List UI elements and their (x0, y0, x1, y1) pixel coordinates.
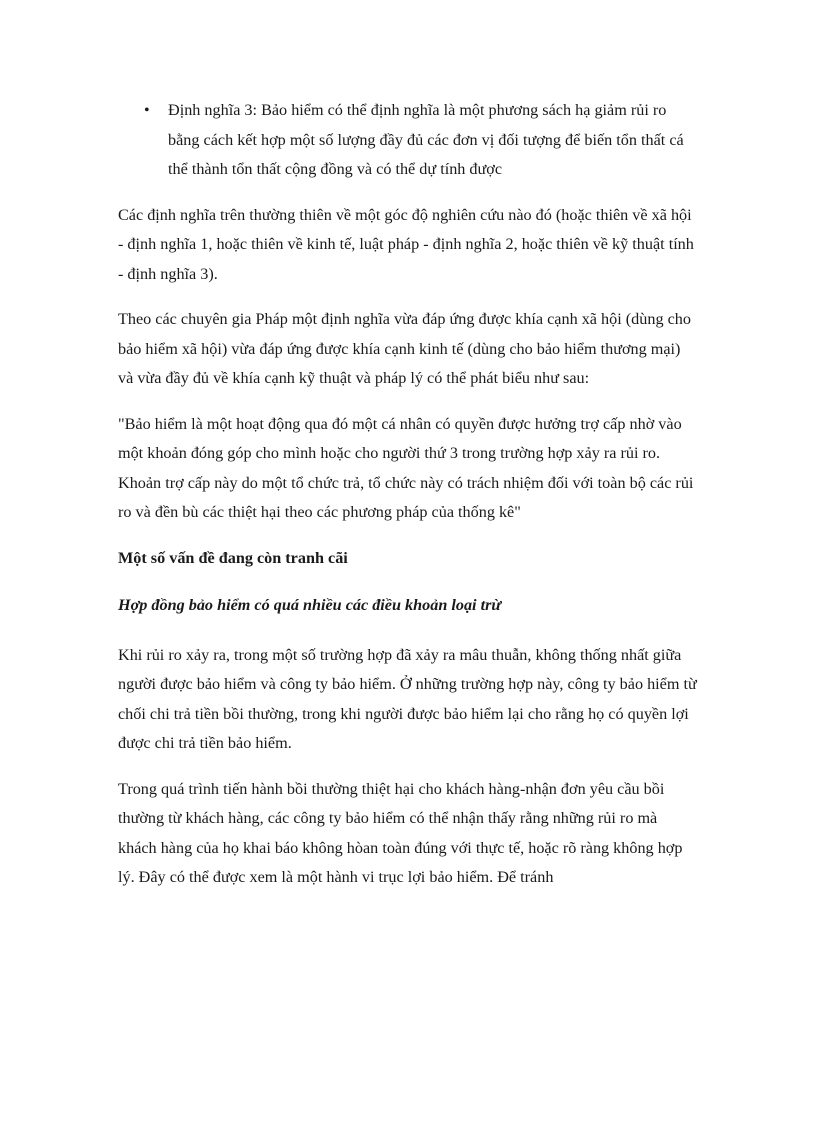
bullet-dot-icon: • (144, 102, 150, 119)
bullet-list-item (118, 96, 698, 185)
paragraph-definitions-summary: Các định nghĩa trên thường thiên về một góc độ nghiên cứu nào đó (hoặc thiên về xã hội - định nghĩa 1, hoặc thiên về kinh tế, luật pháp - định nghĩa 2, hoặc thiên về kỹ thuật tính - định nghĩa 3). (118, 205, 694, 283)
paragraph-disputes: Khi rủi ro xảy ra, trong một số trường hợp đã xảy ra mâu thuẫn, không thống nhất giữa người được bảo hiểm và công ty bảo hiểm. Ở những trường hợp này, công ty bảo hiểm từ chối chi trả tiền bồi thường, trong khi người được bảo hiểm lại cho rằng họ có quyền lợi được chi trả tiền bảo hiểm. (118, 645, 697, 752)
definition-3-text: Định nghĩa 3: Bảo hiểm có thể định nghĩa là một phương sách hạ giảm rủi ro bằng cách kết hợp một số lượng đầy đủ các đơn vị đối tượng để biến tổn thất cá thể thành tổn thất cộng đồng và có thể dự tính được (168, 101, 684, 178)
section-heading: Một số vấn đề đang còn tranh cãi (118, 548, 348, 567)
subsection-heading: Hợp đồng bảo hiểm có quá nhiều các điều khoản loại trừ (118, 596, 502, 614)
paragraph-french-experts: Theo các chuyên gia Pháp một định nghĩa vừa đáp ứng được khía cạnh xã hội (dùng cho bảo hiểm xã hội) vừa đáp ứng được khía cạnh kinh tế (dùng cho bảo hiểm thương mại) và vừa đầy đủ về khía cạnh kỹ thuật và pháp lý có thể phát biểu như sau: (118, 310, 691, 387)
paragraph-claims-process: Trong quá trình tiến hành bồi thường thiệt hại cho khách hàng-nhận đơn yêu cầu bồi thường từ khách hàng, các công ty bảo hiểm có thể nhận thấy rằng những rủi ro mà khách hàng của họ khai báo không hòan toàn đúng với thực tế, hoặc rõ ràng không hợp lý. Đây có thể được xem là một hành vi trục lợi bảo hiểm. Để tránh (118, 779, 683, 886)
paragraph-quoted-definition: "Bảo hiểm là một hoạt động qua đó một cá nhân có quyền được hưởng trợ cấp nhờ vào một khoản đóng góp cho mình hoặc cho người thứ 3 trong trường hợp xảy ra rủi ro. Khoản trợ cấp này do một tổ chức trả, tổ chức này có trách nhiệm đối với toàn bộ các rủi ro và đền bù các thiệt hại theo các phương pháp của thống kê" (118, 414, 694, 521)
document-page (118, 96, 698, 909)
